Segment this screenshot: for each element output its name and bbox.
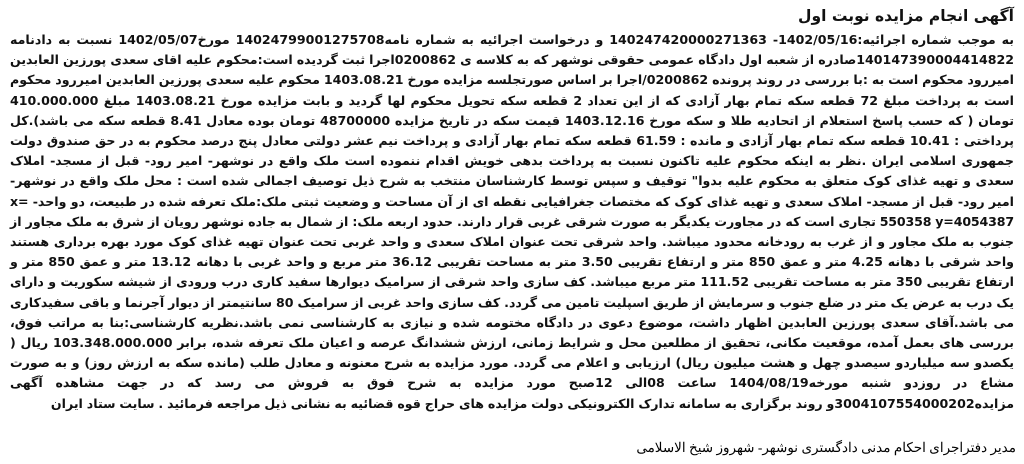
- notice-signature: مدیر دفتراجرای احکام مدنی دادگستری نوشهر- شهروز شیخ الاسلامی: [636, 440, 1016, 455]
- notice-title: آگهی انجام مزایده نوبت اول: [798, 7, 1014, 25]
- notice-body: به موجب شماره اجرائیه:1402/05/16- 140247420000271363 و درخواست اجرائیه به شماره نامه14024799001275708 مورخ1402/05/07 نسبت به دادنامه 140147390004414822صادره از شعبه اول دادگاه عمومی حقوقی نوشهر که به کلاسه ی 0200862اجرا ثبت گردیده است:محکوم علیه اقای سعدی پورزین العابدین امیررود محکوم است به :با بررسی در روند پرونده 0200862/اجرا بر اساس صورتجلسه مزایده مورخ 1403.08.21 محکوم علیه سعدی پورزین العابدین امیررود محکوم است به پرداخت مبلغ 72 قطعه سکه تمام بهار آزادی که از این تعداد 2 قطعه سکه تحویل محکوم لها گردید و بابت مزایده مورخ 1403.08.21 مبلغ 410.000.000 تومان ( که حسب پاسخ استعلام از اتحادیه طلا و سکه مورخ 1403.12.16 قیمت سکه در تاریخ مزایده 48700000 تومان بوده معادل 8.41 قطعه سکه می باشد).کل پرداختی : 10.41 قطعه سکه تمام بهار آزادی و مانده : 61.59 قطعه سکه تمام بهار آزادی و پرداخت نیم عشر دولتی معادل پنج درصد محکوم به در حق صندوق دولت جمهوری اسلامی ایران .نظر به اینکه محکوم علیه تاکنون نسبت به پرداخت بدهی خویش اقدام ننموده است ملک واقع در نوشهر- امیر رود- قبل از مسجد- املاک سعدی و تهیه غذای کوک متعلق به محکوم علیه بدوا" توقیف و سپس توسط کارشناسان منتخب به شرح ذیل توصیف اجمالی شده است : محل ملک واقع در نوشهر- امیر رود- قبل از مسجد- املاک سعدی و تهیه غذای کوک که مختصات جغرافیایی نقطه ای از آن مساحت و وضعیت ثبتی ملک:ملک تعرفه شده در طبیعت، دو واحد- x= 550358 y=4054387 تجاری است که در مجاورت یکدیگر به صورت شرقی غربی قرار دارند. حدود اربعه ملک: از شمال به جاده نوشهر رویان از شرق به ملک مجاور از جنوب به ملک مجاور و از غرب به رودخانه محدود میباشد. واحد شرقی تحت عنوان املاک سعدی و واحد غربی تحت عنوان تهیه غذای کوک مورد بهره برداری هستند واحد شرقی با دهانه 4.25 متر و عمق 850 متر و ارتفاع تقریبی 3.50 متر به مساحت تقریبی 36.12 متر مربع و واحد غربی با دهانه 13.12 متر و عمق 850 متر و ارتفاع تقریبی 350 متر به مساحت تقریبی 111.52 متر مربع میباشد. کف سازی واحد شرقی از سرامیک دیوارها سفید کاری درب ورودی از شیشه سکوریت و دارای یک درب به عرض یک متر در ضلع جنوب و سرمایش از طریق اسپلیت تامین می گردد. کف سازی واحد غربی از سرامیک 80 سانتیمتر از دیوار آجرنما و باقی سفیدکاری می باشد.آقای سعدی پورزین العابدین اظهار داشت، موضوع دعوی در دادگاه مختومه شده و نیازی به کارشناسی نمی باشد.نظریه کارشناسی:بنا به مراتب فوق، بررسی های بعمل آمده، موقعیت مکانی، تحقیق از مطلعین محل و شرایط زمانی، ارزش ششدانگ عرصه و اعیان ملک تعرفه شده، برابر 103.348.000.000 ریال ( یکصدو سه میلیاردو سیصدو چهل و هشت میلیون ریال) ارزیابی و اعلام می گردد. مورد مزایده به شرح معنونه و معادل طلب (مانده سکه به ارزش روز) و به صورت مشاع در روزدو شنبه مورخه1404/08/19 ساعت 08الی 12صبح مورد مزایده به شرح فوق به فروش می رسد که در جهت مشاهده آگهی مزایده3004107554000202و روند برگزاری به سامانه تدارک الکترونیکی دولت مزایده های حراج قوه قضائیه به نشانی ذیل مراجعه فرمائید . سایت ستاد ایران: [10, 32, 1015, 411]
- auction-notice: [6, 4, 1018, 460]
